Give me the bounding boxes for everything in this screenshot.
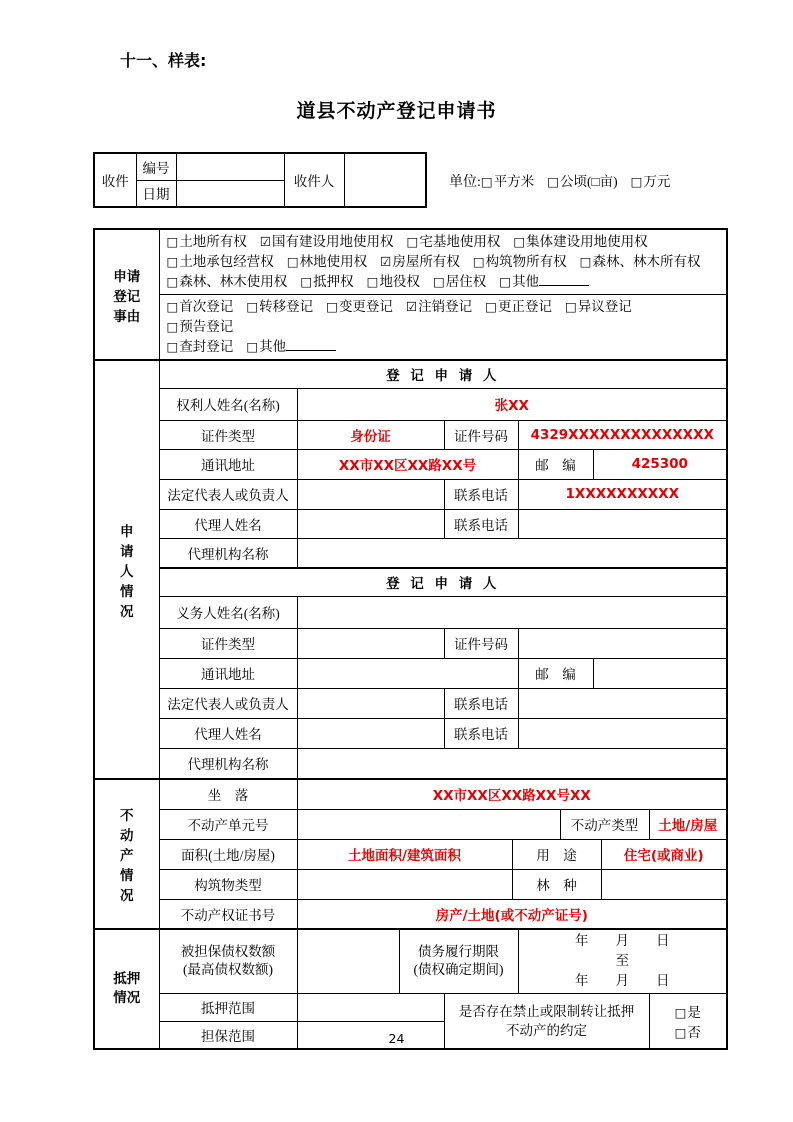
checkbox-item-label: 变更登记 bbox=[338, 299, 393, 314]
b2-legal-phone-label: 联系电话 bbox=[444, 688, 518, 718]
checkbox-unchecked-icon: □ bbox=[166, 254, 179, 269]
b2-legal-phone-value bbox=[518, 688, 727, 718]
unit-no-label: 不动产单元号 bbox=[159, 809, 297, 839]
b2-address-value bbox=[297, 658, 518, 688]
b1-cert-type-value: 身份证 bbox=[297, 420, 444, 449]
checkbox-unchecked-icon: □ bbox=[579, 254, 592, 269]
side-label-line: 抵押 bbox=[113, 971, 141, 987]
checkbox-unchecked-icon: □ bbox=[166, 299, 179, 314]
receiver-label: 收件人 bbox=[284, 153, 344, 207]
checkbox-item bbox=[246, 299, 313, 314]
checkbox-item-label: 土地所有权 bbox=[179, 234, 247, 249]
b2-agent-value bbox=[297, 718, 444, 748]
checkbox-unchecked-icon: □ bbox=[674, 1024, 687, 1040]
forest-type-value bbox=[601, 869, 727, 899]
checkbox-unchecked-icon: □ bbox=[480, 174, 493, 189]
b1-legal-phone-label: 联系电话 bbox=[444, 479, 518, 509]
checkbox-item bbox=[547, 174, 617, 189]
receiver-value bbox=[344, 153, 426, 207]
page-number: 24 bbox=[388, 1031, 405, 1046]
b2-cert-no-value bbox=[518, 628, 727, 658]
checkbox-item-label: 预告登记 bbox=[179, 319, 234, 334]
location-value: XX市XX区XX路XX号XX bbox=[297, 779, 727, 809]
checkbox-item bbox=[167, 274, 288, 289]
b1-agency-value bbox=[297, 538, 727, 568]
b1-agent-label: 代理人姓名 bbox=[159, 509, 297, 538]
b2-agent-phone-label: 联系电话 bbox=[444, 718, 518, 748]
applicant-block1-header: 登 记 申 请 人 bbox=[159, 360, 727, 388]
checkbox-unchecked-icon: □ bbox=[326, 299, 338, 314]
checkbox-item bbox=[406, 299, 472, 314]
checkbox-item bbox=[167, 339, 234, 354]
debt-term-label-line2: (债权确定期间) bbox=[413, 962, 504, 978]
section-label-applicant bbox=[94, 360, 159, 779]
secured-amount-label-line2: (最高债权数额) bbox=[183, 962, 273, 978]
checkbox-item-label: 转移登记 bbox=[259, 299, 314, 314]
checkbox-item bbox=[565, 299, 632, 314]
guarantee-scope-label: 担保范围 bbox=[159, 1021, 297, 1049]
b2-cert-no-label: 证件号码 bbox=[444, 628, 518, 658]
b1-legal-value bbox=[297, 479, 444, 509]
checkbox-unchecked-icon: □ bbox=[674, 1004, 687, 1020]
b2-postcode-label: 邮 编 bbox=[518, 658, 593, 688]
b2-cert-type-value bbox=[297, 628, 444, 658]
checkbox-unchecked-icon: □ bbox=[630, 174, 643, 189]
checkbox-unchecked-icon: □ bbox=[513, 234, 526, 249]
blank-underline bbox=[286, 338, 336, 351]
checkbox-item bbox=[326, 299, 393, 314]
checkbox-item-label: 异议登记 bbox=[577, 299, 632, 314]
area-value: 土地面积/建筑面积 bbox=[297, 839, 512, 869]
area-label: 面积(土地/房屋) bbox=[159, 839, 297, 869]
checkbox-item bbox=[167, 299, 234, 314]
checkbox-item bbox=[246, 339, 336, 354]
checkbox-checked-icon: ☑ bbox=[259, 234, 272, 249]
b2-address-label: 通讯地址 bbox=[159, 658, 297, 688]
blank-underline bbox=[539, 273, 589, 286]
checkbox-item-label: 地役权 bbox=[379, 274, 420, 289]
checkbox-item bbox=[407, 234, 501, 249]
receipt-table bbox=[93, 152, 427, 208]
checkbox-unchecked-icon: □ bbox=[547, 174, 560, 189]
b1-legal-label: 法定代表人或负责人 bbox=[159, 479, 297, 509]
secured-amount-label bbox=[159, 929, 297, 993]
side-label-line: 登记 bbox=[113, 288, 141, 305]
checkbox-item-label: 宅基地使用权 bbox=[419, 234, 501, 249]
checkbox-item-label: 更正登记 bbox=[497, 299, 552, 314]
unit-no-value bbox=[297, 809, 560, 839]
b2-agent-label: 代理人姓名 bbox=[159, 718, 297, 748]
checkbox-checked-icon: ☑ bbox=[405, 299, 418, 314]
side-label-char: 情 bbox=[120, 868, 134, 884]
b2-agency-label: 代理机构名称 bbox=[159, 748, 297, 779]
checkbox-item-label: 平方米 bbox=[493, 174, 535, 189]
b1-agent-value bbox=[297, 509, 444, 538]
checkbox-item-label: 集体建设用地使用权 bbox=[526, 234, 648, 249]
forest-type-label: 林 种 bbox=[512, 869, 601, 899]
checkbox-item bbox=[499, 274, 589, 289]
unit-options bbox=[481, 175, 684, 190]
restriction-no-label: 否 bbox=[687, 1024, 701, 1040]
side-label-line: 申请 bbox=[113, 268, 141, 285]
checkbox-item bbox=[300, 274, 353, 289]
b1-name-value: 张XX bbox=[297, 388, 727, 420]
checkbox-unchecked-icon: □ bbox=[246, 339, 259, 354]
side-label-char: 情 bbox=[120, 583, 134, 600]
mortgage-scope-label: 抵押范围 bbox=[159, 993, 297, 1021]
side-label-char: 请 bbox=[120, 543, 134, 560]
registration-type-line-1 bbox=[167, 297, 723, 337]
checkbox-item bbox=[260, 234, 394, 249]
checkbox-item bbox=[380, 254, 460, 269]
unit-options-line bbox=[449, 170, 683, 191]
checkbox-unchecked-icon: □ bbox=[366, 274, 379, 289]
checkbox-item-label: 国有建设用地使用权 bbox=[272, 234, 394, 249]
mortgage-scope-value bbox=[297, 993, 444, 1021]
b1-agent-phone-value bbox=[518, 509, 727, 538]
b2-name-value bbox=[297, 596, 727, 628]
receipt-date-label: 日期 bbox=[136, 180, 176, 207]
checkbox-item bbox=[167, 319, 234, 334]
checkbox-item bbox=[485, 299, 552, 314]
structure-type-label: 构筑物类型 bbox=[159, 869, 297, 899]
b2-name-label: 义务人姓名(名称) bbox=[159, 596, 297, 628]
b1-address-label: 通讯地址 bbox=[159, 449, 297, 479]
transfer-restriction-label: 是否存在禁止或限制转让抵押不动产的约定 bbox=[444, 993, 649, 1049]
registration-type-checkboxes bbox=[159, 295, 727, 361]
receipt-date-value bbox=[176, 180, 284, 207]
restriction-yes-option bbox=[675, 1001, 701, 1021]
checkbox-item-label: 万元 bbox=[643, 174, 671, 189]
use-value: 住宅(或商业) bbox=[601, 839, 727, 869]
side-label-line: 情况 bbox=[113, 990, 141, 1006]
checkbox-item bbox=[631, 174, 671, 189]
checkbox-unchecked-icon: □ bbox=[166, 274, 179, 289]
checkbox-unchecked-icon: □ bbox=[166, 339, 179, 354]
b1-postcode-value: 425300 bbox=[593, 449, 727, 479]
registration-type-line-2 bbox=[167, 337, 723, 357]
section-heading: 十一、样表: bbox=[120, 51, 207, 70]
right-type-checkboxes bbox=[159, 229, 727, 295]
period-end-line: 年 月 日 bbox=[575, 973, 670, 989]
checkbox-unchecked-icon: □ bbox=[246, 299, 259, 314]
right-type-line-3 bbox=[167, 272, 723, 292]
checkbox-unchecked-icon: □ bbox=[166, 319, 179, 334]
use-label: 用 途 bbox=[512, 839, 601, 869]
checkbox-unchecked-icon: □ bbox=[286, 254, 299, 269]
realty-cert-value: 房产/土地(或不动产证号) bbox=[297, 899, 727, 929]
checkbox-item bbox=[580, 254, 701, 269]
side-label-char: 况 bbox=[120, 603, 134, 620]
checkbox-item-label: 森林、林木所有权 bbox=[592, 254, 701, 269]
checkbox-unchecked-icon: □ bbox=[499, 274, 512, 289]
b1-cert-type-label: 证件类型 bbox=[159, 420, 297, 449]
checkbox-item bbox=[433, 274, 486, 289]
checkbox-item bbox=[367, 274, 420, 289]
checkbox-item bbox=[167, 234, 247, 249]
realty-cert-label: 不动产权证书号 bbox=[159, 899, 297, 929]
b2-legal-value bbox=[297, 688, 444, 718]
period-to-label: 至 bbox=[615, 953, 629, 969]
application-form-table bbox=[93, 228, 728, 1050]
checkbox-item-label: 土地承包经营权 bbox=[179, 254, 274, 269]
checkbox-item-label: 林地使用权 bbox=[299, 254, 368, 269]
realty-type-label: 不动产类型 bbox=[560, 809, 649, 839]
checkbox-item-label: 居住权 bbox=[445, 274, 487, 289]
period-start-line: 年 月 日 bbox=[575, 933, 670, 949]
checkbox-item-label: 其他 bbox=[512, 274, 540, 289]
checkbox-item bbox=[473, 254, 567, 269]
b1-agency-label: 代理机构名称 bbox=[159, 538, 297, 568]
b1-agent-phone-label: 联系电话 bbox=[444, 509, 518, 538]
b1-legal-phone-value: 1XXXXXXXXXX bbox=[518, 479, 727, 509]
right-type-line-1 bbox=[167, 232, 723, 252]
checkbox-unchecked-icon: □ bbox=[472, 254, 485, 269]
debt-term-label bbox=[399, 929, 518, 993]
side-label-char: 人 bbox=[120, 563, 134, 580]
b2-agent-phone-value bbox=[518, 718, 727, 748]
receipt-label: 收件 bbox=[94, 153, 136, 207]
checkbox-unchecked-icon: □ bbox=[166, 234, 179, 249]
restriction-yes-label: 是 bbox=[687, 1004, 701, 1020]
receipt-no-label: 编号 bbox=[136, 153, 176, 180]
page-title: 道县不动产登记申请书 bbox=[296, 100, 497, 122]
checkbox-item-label: 抵押权 bbox=[313, 274, 354, 289]
checkbox-item bbox=[167, 254, 274, 269]
secured-amount-label-line1: 被担保债权数额 bbox=[180, 944, 276, 960]
side-label-char: 产 bbox=[120, 848, 134, 864]
debt-term-period bbox=[518, 929, 727, 993]
b1-name-label: 权利人姓名(名称) bbox=[159, 388, 297, 420]
section-label-reason bbox=[94, 229, 159, 360]
debt-term-label-line1: 债务履行期限 bbox=[418, 944, 499, 960]
checkbox-checked-icon: ☑ bbox=[380, 254, 392, 269]
side-label-char: 申 bbox=[120, 523, 134, 540]
side-label-line: 事由 bbox=[113, 308, 141, 325]
checkbox-item bbox=[287, 254, 367, 269]
checkbox-item-label: 房屋所有权 bbox=[392, 254, 460, 269]
b2-postcode-value bbox=[593, 658, 727, 688]
checkbox-item-label: 森林、林木使用权 bbox=[179, 274, 288, 289]
b1-cert-no-value: 4329XXXXXXXXXXXXXX bbox=[518, 420, 727, 449]
checkbox-unchecked-icon: □ bbox=[300, 274, 313, 289]
checkbox-unchecked-icon: □ bbox=[564, 299, 577, 314]
checkbox-item bbox=[481, 174, 534, 189]
checkbox-item-label: 构筑物所有权 bbox=[485, 254, 567, 269]
b2-cert-type-label: 证件类型 bbox=[159, 628, 297, 658]
b2-agency-value bbox=[297, 748, 727, 779]
checkbox-unchecked-icon: □ bbox=[406, 234, 419, 249]
checkbox-unchecked-icon: □ bbox=[485, 299, 497, 314]
b1-address-value: XX市XX区XX路XX号 bbox=[297, 449, 518, 479]
side-label-char: 不 bbox=[120, 808, 134, 824]
realty-type-value: 土地/房屋 bbox=[649, 809, 727, 839]
receipt-no-value bbox=[176, 153, 284, 180]
checkbox-item bbox=[513, 234, 647, 249]
side-label-char: 况 bbox=[120, 888, 134, 904]
side-label-char: 动 bbox=[120, 828, 134, 844]
checkbox-item-label: 首次登记 bbox=[179, 299, 234, 314]
right-type-line-2 bbox=[167, 252, 723, 272]
checkbox-item-label: 公顷(□亩) bbox=[560, 174, 618, 189]
b2-legal-label: 法定代表人或负责人 bbox=[159, 688, 297, 718]
unit-prefix: 单位: bbox=[449, 175, 481, 190]
structure-type-value bbox=[297, 869, 512, 899]
checkbox-item-label: 其他 bbox=[259, 339, 287, 354]
checkbox-unchecked-icon: □ bbox=[432, 274, 445, 289]
b1-postcode-label: 邮 编 bbox=[518, 449, 593, 479]
checkbox-item-label: 注销登记 bbox=[418, 299, 473, 314]
section-label-realty bbox=[94, 779, 159, 929]
location-label: 坐 落 bbox=[159, 779, 297, 809]
applicant-block2-header: 登 记 申 请 人 bbox=[159, 568, 727, 596]
secured-amount-value bbox=[297, 929, 399, 993]
b1-cert-no-label: 证件号码 bbox=[444, 420, 518, 449]
checkbox-item-label: 查封登记 bbox=[179, 339, 234, 354]
